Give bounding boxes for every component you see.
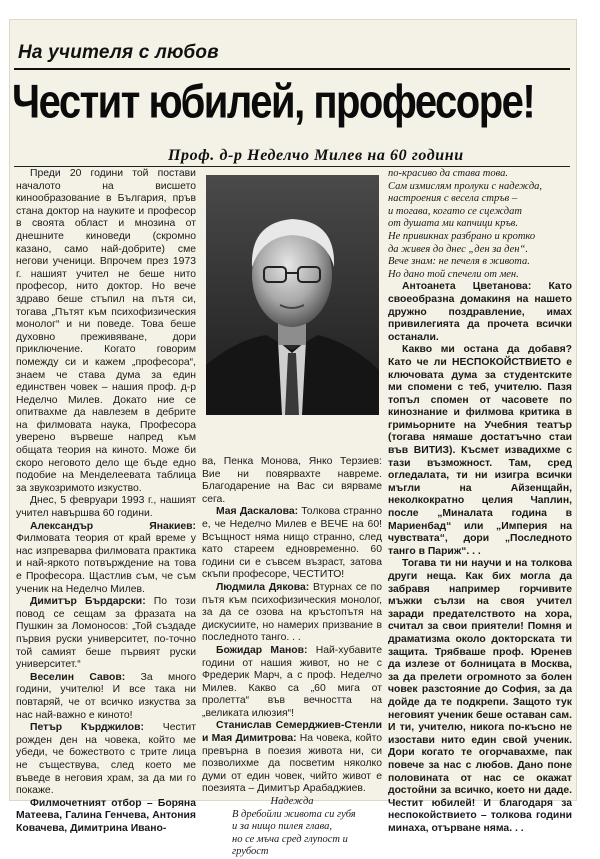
speaker-name: Божидар Манов:: [216, 644, 308, 656]
poem-stanza: по-красиво да става това. Сам измислям пролуки с надежда, настроения с весела стръв – и тогава, когато се сцеждат от душата ми капчици кръв.: [388, 168, 543, 230]
greeting-paragraph: [388, 281, 572, 344]
rubric: На учителя с любов: [18, 42, 219, 63]
column-3: [388, 168, 572, 834]
speaker-text: Най-хубавите години от нашия живот, но не с Фредерик Марч, а с проф. Неделчо Милев. Какво са „60 мига от пролетта“ във вечността на „великата илюзия“!: [202, 644, 382, 719]
speaker-text: За много години, учителю! И все така ни повтаряй, че от всичко изкуства за нас най-важно е киното!: [16, 671, 196, 721]
greeting-paragraph: Филмочетният отбор – Боряна Матеева, Галина Генчева, Антония Ковачева, Димитрина Ивано-: [16, 797, 196, 834]
speaker-text: По този повод се сещам за фразата на Пушкин за Ломоносов: „Той създаде първия руски университет, по-точно той самият беше първият руски университет.“: [16, 596, 196, 671]
portrait-illustration: [206, 175, 379, 415]
column-1: [16, 168, 196, 834]
body-paragraph: Тогава ти ни научи и на толкова други неща. Как бих могла да забравя например горчивите мъжки сълзи на своя учител заради предателството на хора, считал за свои приятели! Помня и драматизма около докторската ти защита. Трябваше проф. Юренев да излезе от болницата в Москва, за да прелети огромното за болен човек разстояние до София, за да дойде да те подкрепи. Защото тук неговият ученик беше оставан сам. И ти, учителю, никога по-късно не изостави нито един свой ученик. Дори когато те огорчавахме, пак повече за нас с любов. Дано поне половината от нас се окажат достойни за всичко, което ни даде. Честит юбилей! И благодаря за неспокойствието – толкова години минаха, отърване няма. . .: [388, 558, 572, 834]
intro-paragraph: Преди 20 години той постави началото на висшето кинообразование в България, пръв стана доктор на науките и професор в своята област и мнозина от днешните киноведи (скромно казано, само най-добрите) сме негови ученици. Впрочем през 1973 г. нашият учител не беше нито професор, нито доктор. Но вече здраво беше стъпил на пътя си, тогава „Пътят към психофизическия монолог“ и ни поведе. Това беше духовно преживяване, дори приключение. Когато говорим помежду си и кажем „професора“, знаем че става дума за един единствен човек – нашия проф. д-р Неделчо Милев. Докато ние се опитвахме да навлезем в дебрите на филмовата наука, Професора уверено вървеше напред към общата теория на киното. Може би скоро неговото дело ще бъде едно подобие на Менделеевата таблица за звукозримото изкуство.: [16, 168, 196, 494]
greeting-paragraph: [202, 645, 382, 721]
greeting-paragraph: [16, 521, 196, 597]
speaker-text: Втурнах се по пътя към психофизическия монолог, за да се озова на кръстопътя на дискусиите, но намерих призвание в последното танго. . .: [202, 581, 383, 644]
greeting-paragraph: ва, Пенка Монова, Янко Терзиев: Вие ни повярвахте навреме. Благодарение на Вас си вярваме сега.: [202, 456, 382, 505]
speaker-name: Веселин Савов:: [30, 671, 126, 683]
greeting-paragraph: [16, 722, 196, 798]
speaker-name: Мая Даскалова:: [216, 506, 299, 518]
greeting-paragraph: [16, 596, 196, 672]
subhead-rule: [14, 166, 570, 167]
speaker-name: Димитър Бърдарски:: [30, 596, 146, 608]
headline: Честит юбилей, професоре!: [12, 76, 535, 128]
speaker-text: Толкова странно е, че Неделчо Милев е ВЕЧЕ на 60! Всъщност няма нищо странно, след като стареем едновременно. 60 години си е съвсем възраст, затова скъпи професоре, ЧЕСТИТО!: [202, 506, 382, 581]
newspaper-page: [10, 20, 576, 858]
date-paragraph: Днес, 5 февруари 1993 г., нашият учител навършва 60 години.: [16, 495, 196, 520]
speaker-name: Людмила Дякова:: [216, 581, 310, 593]
speaker-name: Петър Кърджилов:: [30, 722, 144, 734]
greeting-paragraph: [16, 672, 196, 722]
poem-stanza: Не привикнах разбрано и кротко да живея до днес „ден за ден“. Вече знам: не печеля в живота. Но дано той спечели от мен.: [388, 230, 536, 280]
speaker-name: Станислав Семерджиев-Стенли и Мая Димитрова:: [202, 720, 382, 745]
speaker-name: Александър Янакиев:: [30, 520, 196, 532]
portrait-photo: [206, 175, 379, 415]
rubric-rule: [14, 68, 570, 70]
speaker-name: Антоанета Цветанова:: [402, 281, 532, 293]
subheadline: Проф. д-р Неделчо Милев на 60 години: [168, 147, 464, 164]
column-2: [202, 456, 383, 858]
poem-stanza: В дребойли живота си губя и за нищо пилея глава, но се мъча сред глупост и грубост: [232, 808, 356, 858]
greeting-paragraph: [202, 506, 382, 582]
speaker-text: Филмовата теория от край време у нас изпреварва филмовата практика и най-яркото потвърждение на това е Професора. Щастлив съм, че съм ученик на Неделчо Милев.: [16, 533, 196, 595]
speaker-text: Като своеобразна домакиня на нашето дружно поздравление, имах привилегията да прочета всички останали.: [388, 281, 572, 343]
speaker-text: На човека, който превърна в поезия живота ни, си позволихме да посветим няколко думи от един човек, чийто живот е поезията – Димитър Арабаджиев.: [202, 733, 382, 795]
greeting-paragraph: [202, 582, 382, 645]
greeting-paragraph: [202, 720, 382, 796]
poem-title: Надежда: [270, 796, 314, 808]
speaker-text: Честит рожден ден на човека, който ме убеди, че божеството с трите лица не съществува, след което ме въведе в неговия храм, за да ми го покаже.: [16, 722, 196, 797]
body-paragraph: Какво ми остана да добавя? Като че ли НЕСПОКОЙСТВИЕТО е ключовата дума за студентските ми спомени с теб, учителю. Пазя топъл спомен от часовете по кинознание и филмова критика в гримьорните на Учебния театър (тогава нямаше достатъчно стаи във ВИТИЗ). Късмет извадихме с тази възможност. Там, сред огледалата, ти ни изигра всички мъгли на Айзенщайн, неколкократно целия Чаплин, после „Миналата година в Мариенбад“ или „Империя на чувствата“, дори „Последното танго в Париж“. . .: [388, 344, 572, 557]
